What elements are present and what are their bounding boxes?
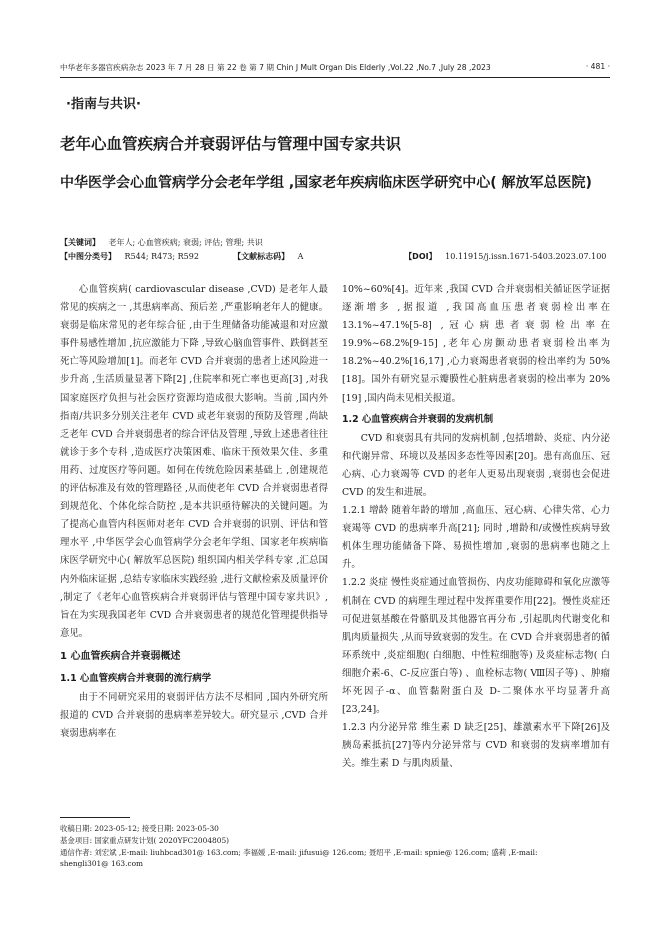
doc-label: 【文献标志码】 [233, 252, 290, 261]
doc-value: A [297, 252, 304, 261]
received-date: 收稿日期: 2023-05-12; 接受日期: 2023-05-30 [60, 824, 219, 833]
footnotes [60, 823, 610, 870]
keywords-label: 【关键词】 [60, 238, 100, 247]
heading-1: 1 心血管疾病合并衰弱概述 [60, 650, 181, 662]
doi-label: 【DOI】 [404, 252, 437, 261]
paragraph-1-2-3: 1.2.3 内分泌异常 维生素 D 缺乏[25]、雄激素水平下降[26]及胰岛素抵抗[27]等内分泌异常与 CVD 和衰弱的发病率增加有关。维生素 D 与肌肉质量、 [342, 722, 610, 770]
page-number: · 481 · [585, 62, 610, 71]
fund-info: 基金项目: 国家重点研发计划( 2020YFC2004805) [60, 835, 230, 845]
doi-value: 10.11915/j.issn.1671-5403.2023.07.100 [445, 252, 607, 261]
keywords: 老年人; 心血管疾病; 衰弱; 评估; 管理; 共识 [108, 238, 263, 247]
paragraph-continued: 10%~60%[4]。近年来 ,我国 CVD 合并衰弱相关循证医学证据逐渐增多 ,据报道 ,我国高血压患者衰弱检出率在 13.1%~47.1%[5-8] ,冠心病患者衰弱检出率在 19.9%~68.2%[9-15] ,老年心房颤动患者衰弱检出率为 18.2%~40.2%[16,17] ,心力衰竭患者衰弱的检出率约为 50%[18]。国外有研究显示瓣膜性心脏病患者衰弱的检出率为 20%[19] ,国内尚未见相关报道。 [342, 284, 610, 404]
paragraph-1-1: 由于不同研究采用的衰弱评估方法不尽相同 ,国内外研究所报道的 CVD 合并衰弱的患病率差异较大。研究显示 ,CVD 合并衰弱患病率在 [60, 691, 328, 740]
footnote-rule [60, 817, 130, 818]
classification-row [60, 251, 610, 262]
left-column [60, 281, 328, 743]
heading-1-2: 1.2 心血管疾病合并衰弱的发病机制 [342, 413, 494, 425]
clc-label: 【中图分类号】 [60, 252, 116, 261]
corresponding-authors-cont: shengli301@ 163.com [60, 859, 144, 869]
paragraph-1-2-1: 1.2.1 增龄 随着年龄的增加 ,高血压、冠心病、心律失常、心力衰竭等 CVD 的患病率升高[21]; 同时 ,增龄和/或慢性疾病导致机体生理功能储备下降、易损性增加 ,衰弱的患病率也随之上升。 [342, 505, 610, 571]
keywords-row [60, 237, 610, 248]
article-title: 老年心血管疾病合并衰弱评估与管理中国专家共识 [60, 135, 402, 153]
right-column [342, 281, 610, 773]
authors: 中华医学会心血管病学分会老年学组 ,国家老年疾病临床医学研究中心( 解放军总医院) [60, 175, 592, 191]
header-rule [60, 77, 610, 78]
journal-line: 中华老年多器官疾病杂志 2023 年 7 月 28 日 第 22 卷 第 7 期 Chin J Mult Organ Dis Elderly ,Vol.22 ,No.7 ,July 28 ,2023 [60, 63, 491, 72]
heading-1-1: 1.1 心血管疾病合并衰弱的流行病学 [60, 672, 212, 684]
running-header [60, 62, 610, 73]
clc-value: R544; R473; R592 [124, 252, 199, 261]
intro-paragraph: 心血管疾病( cardiovascular disease ,CVD) 是老年人最常见的疾病之一 ,其患病率高、预后差 ,严重影响老年人的健康。衰弱是临床常见的老年综合征 ,由于生理储备功能减退和对应激事件易感性增加 ,抗应激能力下降 ,导致心脑血管事件、跌倒甚至死亡等风险增加[1]。而老年 CVD 合并衰弱的患者上述风险进一步升高 ,生活质量显著下降[2] ,住院率和死亡率也更高[3] ,对我国家庭医疗负担与社会医疗资源均造成很大影响。当前 ,国内外指南/共识多分别关注老年 CVD 或老年衰弱的预防及管理 ,尚缺乏老年 CVD 合并衰弱患者的综合评估及管理 ,导致上述患者往往就诊于多个专科 ,造成医疗决策困难、临床干预效果欠佳、多重用药、过度医疗等问题。如何在传统危险因素基础上 ,创建规范的评估标准及有效的管理路径 ,从而使老年 CVD 合并衰弱患者得到规范化、个体化综合防控 ,是本共识亟待解决的关键问题。为了提高心血管内科医师对老年 CVD 合并衰弱的识别、评估和管理水平 ,中华医学会心血管病学分会老年学组、国家老年疾病临床医学研究中心( 解放军总医院) 组织国内相关学科专家 ,汇总国内外临床证据 ,总结专家临床实践经验 ,进行文献检索及质量评价 ,制定了《老年心血管疾病合并衰弱评估与管理中国专家共识》,旨在为实现我国老年 CVD 合并衰弱患者的规范化管理提供指导意见。 [60, 284, 328, 639]
paragraph-1-2: CVD 和衰弱具有共同的发病机制 ,包括增龄、炎症、内分泌和代谢异常、环境以及基因多态性等因素[20]。患有高血压、冠心病、心力衰竭等 CVD 的老年人更易出现衰弱 ,衰弱也会促进 CVD 的发生和进展。 [342, 432, 610, 498]
paragraph-1-2-2: 1.2.2 炎症 慢性炎症通过血管损伤、内皮功能障碍和氧化应激等机制在 CVD 的病理生理过程中发挥重要作用[22]。慢性炎症还可促进氨基酸在骨骼肌及其他器官再分布 ,引起肌肉代谢变化和肌肉质量损失 ,从而导致衰弱的发生。在 CVD 合并衰弱患者的循环系统中 ,炎症细胞( 白细胞、中性粒细胞等) 及炎症标志物( 白细胞介素-6、C-反应蛋白等) 、血栓标志物( Ⅷ因子等) 、肿瘤坏死因子-α、血管黏附蛋白及 D-二聚体水平均显著升高[23,24]。 [342, 577, 610, 716]
corresponding-authors: 通信作者: 刘宏斌 ,E-mail: liuhbcad301@ 163.com; 李福媛 ,E-mail: jifusui@ 126.com; 聂绍平 ,E-mail: spnie@ 126.com; 盛莉 ,E-mail: [60, 847, 538, 857]
section-tag: ·指南与共识· [66, 97, 141, 112]
